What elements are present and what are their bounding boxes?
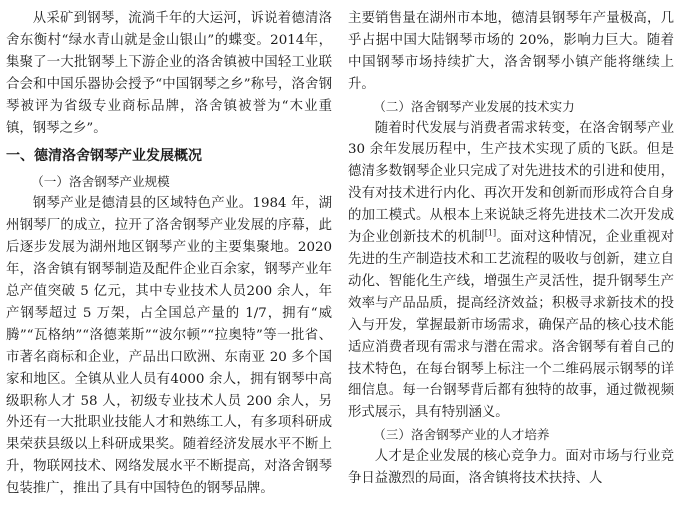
subheading-talent-training: （三）洛舍钢琴产业的人才培养 [373,427,550,443]
technical-text-part2: 。面对这种情况，企业重视对先进的生产制造技术和工艺流程的吸收与创新，建立自动化、智能化生产线，增强生产灵活性，提升钢琴生产效率与产品品质，提高经济效益；积极寻求新技术的投入与开发，掌握最新市场需求，确保产品的核心技术能适应消费者现有需求与潜在需求。洛舍钢琴有着自己的技术特色，在每台钢琴上标注一个二维码展示钢琴的详细信息。每一台钢琴背后都有独特的故事，通过微视频形式展示，具有特别涵义。 [348,230,675,421]
industry-scale-paragraph: 钢琴产业是德清县的区域特色产业。1984 年，湖州钢琴厂的成立，拉开了洛舍钢琴产业发展的序幕，此后逐步发展为湖州地区钢琴产业的主要集聚地。2020 年，洛舍镇有钢琴制造及配件企业百余家，钢琴产业年总产值突破 5 亿元，其中专业技术人员200 余人，年产钢琴超过 5 万架，占全国总产量的 1/7，拥有“威腾”“瓦格纳”“洛德莱斯”“波尔顿”“拉奥特”等一批省、市著名商标和企业，产品出口欧洲、东南亚 20 多个国家和地区。全镇从业人员有4000 余人，拥有钢琴中高级职称人才 58 人，初级专业技术人员 200 余人，另外还有一大批职业技能人才和熟练工人，有多项科研成果荣获县级以上科研成果奖。随着经济发展水平不断上升，物联网技术、网络发展水平不断提高，对洛舍钢琴包装推广，推出了具有中国特色的钢琴品牌。 [6,196,332,497]
section-heading: 一、德清洛舍钢琴产业发展概况 [6,148,202,165]
technical-text-part1: 随着时代发展与消费者需求转变，在洛舍钢琴产业 30 余年发展历程中，生产技术实现了质的飞跃。但是德清多数钢琴企业只完成了对先进技术的引进和使用，没有对技术进行内化、再次开发和创新而形成符合自身的加工模式。从根本上来说缺乏将先进技术二次开发成为企业创新技术的机制 [348,120,674,246]
left-column [6,8,332,500]
citation-ref: [1] [484,228,497,238]
intro-paragraph: 从采矿到钢琴，流淌千年的大运河，诉说着德清洛舍东衡村“绿水青山就是金山银山”的蝶变。2014年，集聚了一大批钢琴上下游企业的洛舍镇被中国轻工业联合会和中国乐器协会授予“中国钢琴之乡”称号，洛舍钢琴被评为省级专业商标品牌，洛舍镇被誉为“木业重镇，钢琴之乡”。 [6,11,332,136]
technical-strength-paragraph [348,118,674,425]
talent-training-paragraph: 人才是企业发展的核心竞争力。面对市场与行业竞争日益激烈的局面，洛舍镇将技术扶持、人 [348,449,674,487]
continued-paragraph: 主要销售量在湖州市本地，德清县钢琴年产量极高，几乎占据中国大陆钢琴市场的 20%，影响力巨大。随着中国钢琴市场持续扩大，洛舍钢琴小镇产能将继续上升。 [348,11,674,92]
right-column [348,8,674,490]
subheading-industry-scale: （一）洛舍钢琴产业规模 [31,174,170,190]
subheading-technical-strength: （二）洛舍钢琴产业发展的技术实力 [373,98,575,114]
